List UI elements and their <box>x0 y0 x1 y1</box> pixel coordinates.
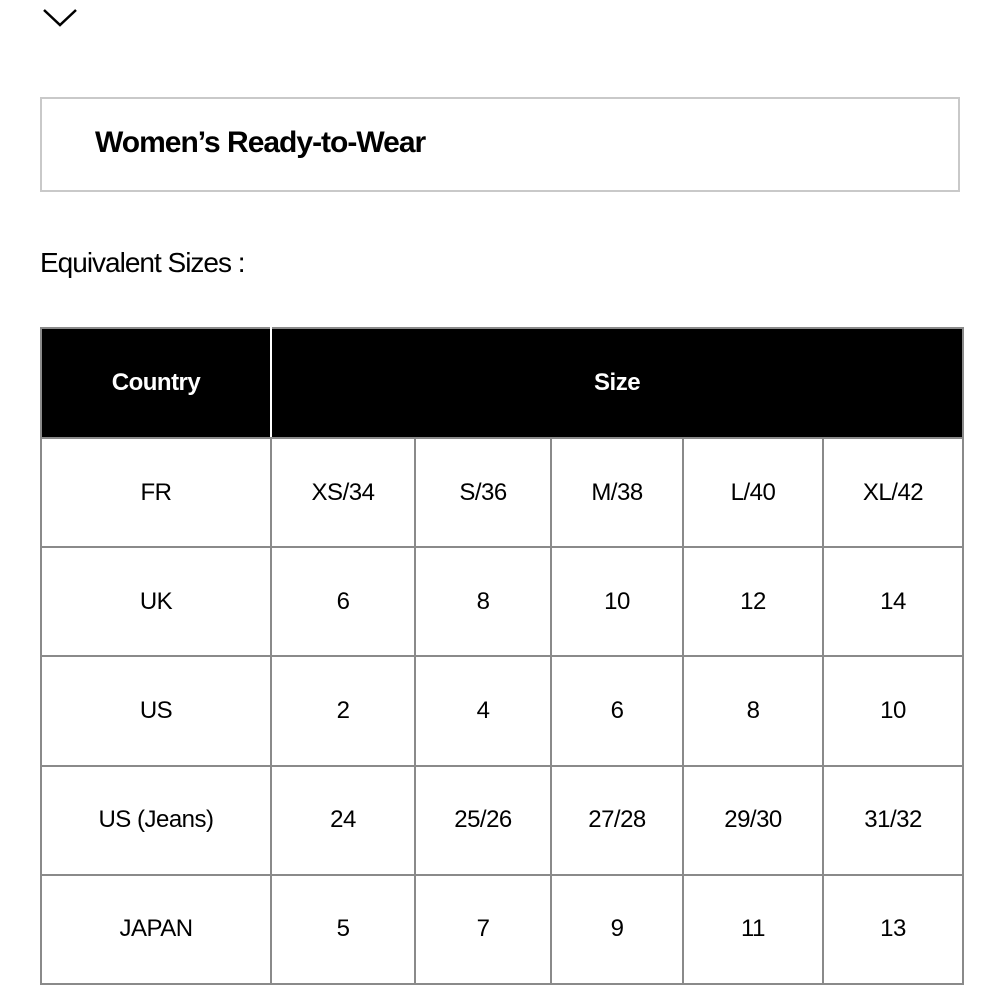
size-cell: 9 <box>551 875 683 984</box>
size-cell: 8 <box>683 656 823 765</box>
table-row <box>41 766 963 875</box>
size-cell: L/40 <box>683 438 823 547</box>
size-cell: 31/32 <box>823 766 963 875</box>
table-header-row <box>41 328 963 438</box>
category-accordion-header[interactable] <box>40 97 960 192</box>
size-cell: 7 <box>415 875 551 984</box>
size-cell: 29/30 <box>683 766 823 875</box>
country-cell: US (Jeans) <box>41 766 271 875</box>
size-cell: 8 <box>415 547 551 656</box>
size-cell: 13 <box>823 875 963 984</box>
table-row <box>41 547 963 656</box>
size-cell: 6 <box>551 656 683 765</box>
table-row <box>41 875 963 984</box>
size-cell: XS/34 <box>271 438 415 547</box>
country-cell: FR <box>41 438 271 547</box>
country-cell: UK <box>41 547 271 656</box>
size-column-header: Size <box>271 328 963 438</box>
country-column-header: Country <box>41 328 271 438</box>
table-row <box>41 656 963 765</box>
chevron-down-icon[interactable] <box>42 0 78 30</box>
category-title: Women’s Ready-to-Wear <box>95 126 426 159</box>
size-cell: 10 <box>823 656 963 765</box>
size-cell: 14 <box>823 547 963 656</box>
size-cell: M/38 <box>551 438 683 547</box>
country-cell: US <box>41 656 271 765</box>
size-cell: 11 <box>683 875 823 984</box>
size-cell: 25/26 <box>415 766 551 875</box>
size-cell: 24 <box>271 766 415 875</box>
size-cell: S/36 <box>415 438 551 547</box>
size-cell: 2 <box>271 656 415 765</box>
size-cell: 27/28 <box>551 766 683 875</box>
size-cell: 4 <box>415 656 551 765</box>
country-cell: JAPAN <box>41 875 271 984</box>
size-cell: 6 <box>271 547 415 656</box>
size-chart-table <box>40 327 964 985</box>
equivalent-sizes-label: Equivalent Sizes : <box>40 247 245 278</box>
size-cell: 5 <box>271 875 415 984</box>
size-cell: 10 <box>551 547 683 656</box>
table-row <box>41 438 963 547</box>
size-cell: XL/42 <box>823 438 963 547</box>
size-cell: 12 <box>683 547 823 656</box>
